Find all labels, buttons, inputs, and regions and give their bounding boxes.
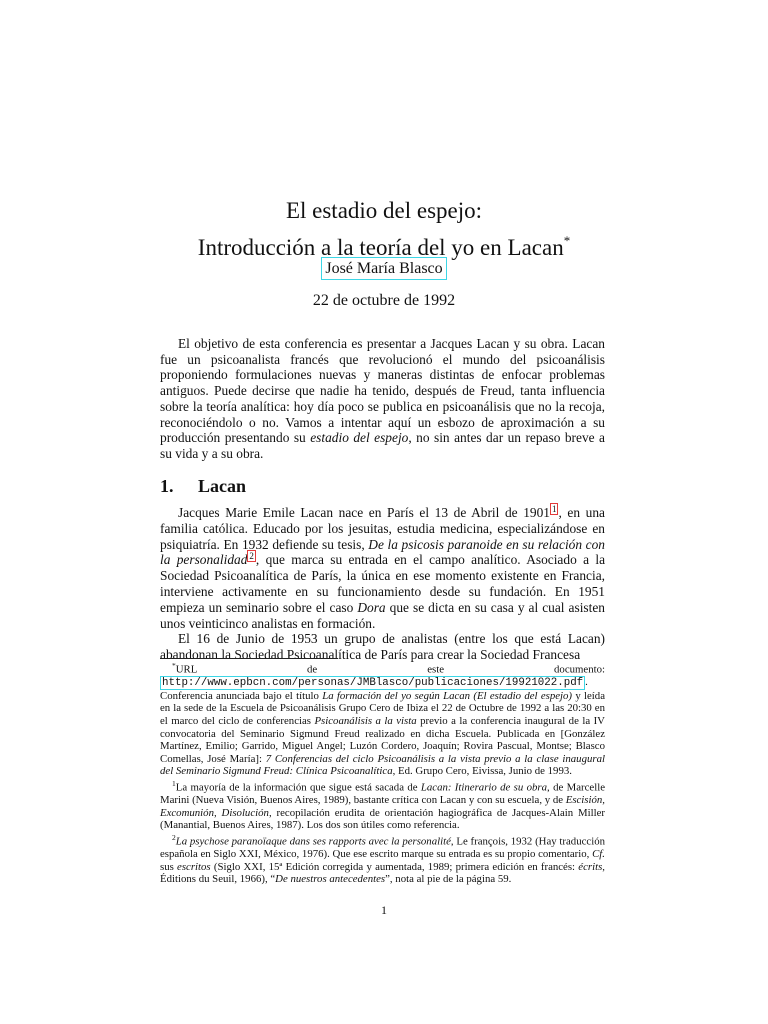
author: [0, 260, 768, 278]
section-number: 1.: [160, 476, 174, 496]
paragraph-2: El 16 de Junio de 1953 un grupo de analistas (entre los que está Lacan) abandonan la Sociedad Psicoanalítica de París para crear la Sociedad Francesa: [160, 631, 605, 663]
section-title: Lacan: [198, 476, 247, 496]
paragraph-1: Jacques Marie Emile Lacan nace en París el 13 de Abril de 1901 $^1$ , en una familia católica. Educado por los jesuitas, estudia medicina, especializándose en psiquiatría. En 1932 defiende su tesis, De la psicosis paranoide en su relación con la personalidad $^2$ , que marca su entrada en el campo analítico. Asociado a la Sociedad Psicoanalítica de París, la única en ese momento existente en Francia, interviene activamente en su funcionamiento desde su fundación. En 1951 empieza un seminario sobre el caso Dora que se dicta en su casa y al cual asisten unos veinticinco analistas en formación.: [160, 504, 606, 631]
abstract: El objetivo de esta conferencia es presentar a Jacques Lacan y su obra. Lacan fue un psicoanalista francés que revolucionó el mundo del psicoanálisis proponiendo formulaciones nuevas y maneras distintas de enfocar problemas antiguos. Puede decirse que nadie ha tenido, después de Freud, tanta influencia sobre la teoría analítica: hoy día poco se publica en psicoanálisis que no la recoja, reconociéndolo o no. Vamos a intentar aquí un esbozo de aproximación a su producción presentando su estadio del espejo, no sin antes dar un repaso breve a su vida y a su obra.: [160, 336, 605, 461]
footnote-2: $^2$La psychose paranoïaque dans ses rapports avec la personalité, Le françois, 1932 (Hay traducción española en Siglo XXI, México, 1976). Que ese escrito marque su entrada es su propio comentario, Cf. sus escritos (Siglo XXI, 15ª Edición corregida y aumentada, 1989; primera edición en francés: écrits, Éditions du Seuil, 1966), “De nuestros antecedentes”, nota al pie de la página 59.: [160, 832, 605, 886]
title-footnote-mark[interactable]: *: [563, 233, 571, 248]
footnotes: [160, 660, 605, 886]
title-line-1: El estadio del espejo:: [285, 198, 483, 223]
footnote-ref-2[interactable]: 2: [249, 551, 254, 562]
document-url-link[interactable]: http://www.epbcn.com/personas/JMBlasco/publicaciones/19921022.pdf: [162, 677, 584, 690]
section-body: [160, 505, 605, 663]
author-link[interactable]: José María Blasco: [321, 257, 446, 280]
footnote-1: $^1$La mayoría de la información que sigue está sacada de Lacan: Itinerario de su obra, de Marcelle Marini (Nueva Visión, Buenos Aires, 1989), bastante crítica con Lacan y con su escuela, y de Escisión, Excomunión, Disolución, recopilación erudita de orientación hagiográfica de Jacques-Alain Miller (Manantial, Buenos Aires, 1987). Los dos son útiles como referencia.: [160, 778, 606, 832]
footnote-star: *URL de este documento: http://www.epbcn.com/personas/JMBlasco/publicaciones/19921022.pdf . Conferencia anunciada bajo el título La formación del yo según Lacan (El estadio del espejo) y leída en la sede de la Escuela de Psicoanálisis Grupo Cero de Ibiza el 22 de Octubre de 1992 a las 20:30 en el marco del ciclo de conferencias Psicoanálisis a la vista previo a la conferencia inaugural de la IV convocatoria del Seminario Sigmund Freud realizado en dicha Escuela. Publicada en [González Martínez, Emilio; Garrido, Miguel Angel; Luzón Cordero, Joaquín; Rovira Pascual, Montse; Blasco Comellas, José María]: 7 Conferencias del ciclo Psicoanálisis a la vista previo a la clase inaugural del Seminario Sigmund Freud: Clínica Psicoanalítica, Ed. Grupo Cero, Eivissa, Junio de 1993.: [160, 661, 605, 778]
date: 22 de octubre de 1992: [312, 292, 456, 309]
footnote-rule: [160, 658, 338, 659]
page-number: 1: [381, 903, 387, 917]
title-line-2: Introducción a la teoría del yo en Lacan*: [197, 233, 571, 260]
section-heading: [160, 476, 246, 497]
paper-title: [0, 196, 768, 263]
footnote-ref-1[interactable]: 1: [551, 504, 557, 514]
